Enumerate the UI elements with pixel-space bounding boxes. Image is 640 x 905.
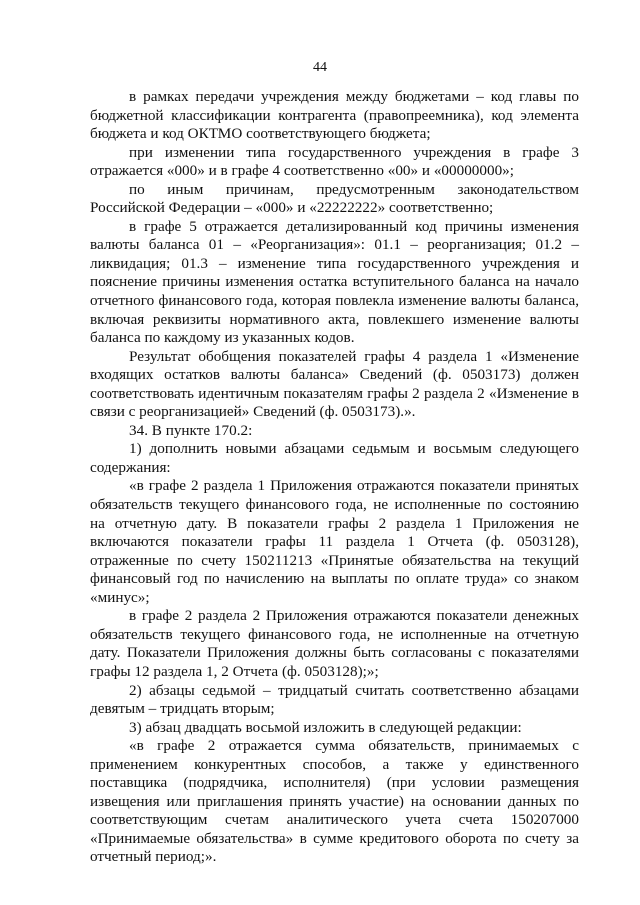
paragraph: при изменении типа государственного учреждения в графе 3 отражается «000» и в графе 4 соответственно «00» и «00000000»; (90, 143, 579, 180)
paragraph: в рамках передачи учреждения между бюджетами – код главы по бюджетной классификации контрагента (правопреемника), код элемента бюджета и код ОКТМО соответствующего бюджета; (90, 88, 579, 143)
paragraph: «в графе 2 раздела 1 Приложения отражаются показатели принятых обязательств текущего финансового года, не исполненные по состоянию на отчетную дату. В показатели графы 2 раздела 1 Приложения не включаются показатели графы 11 раздела 1 Отчета (ф. 0503128), отраженные по счету 150211213 «Принятые обязательства на текущий финансовый год по начислению на выплаты по оплате труда» со знаком «минус»; (90, 477, 579, 606)
paragraph: по иным причинам, предусмотренным законодательством Российской Федерации – «000» и «22222222» соответственно; (90, 180, 579, 217)
paragraph: в графе 2 раздела 2 Приложения отражаются показатели денежных обязательств текущего финансового года, не исполненные на отчетную дату. Показатели Приложения должны быть согласованы с показателями графы 12 раздела 1, 2 Отчета (ф. 0503128);»; (90, 607, 579, 680)
page-number: 44 (313, 60, 327, 75)
paragraph: 2) абзацы седьмой – тридцатый считать соответственно абзацами девятым – тридцать вторым; (90, 681, 579, 718)
paragraph: 1) дополнить новыми абзацами седьмым и восьмым следующего содержания: (90, 440, 579, 476)
paragraph: Результат обобщения показателей графы 4 раздела 1 «Изменение входящих остатков валюты баланса» Сведений (ф. 0503173) должен соответствовать идентичным показателям графы 2 раздела 2 «Изменение в связи с реорганизацией» Сведений (ф. 0503173).». (90, 347, 579, 421)
document-body (90, 88, 579, 867)
paragraph: «в графе 2 отражается сумма обязательств, принимаемых с применением конкурентных способов, а также у единственного поставщика (подрядчика, исполнителя) (при условии размещения извещения или приглашения принять участие) на основании данных по соответствующим счетам аналитического учета счета 150207000 «Принимаемые обязательства» в сумме кредитового оборота по счету за отчетный период;». (90, 737, 579, 866)
paragraph: в графе 5 отражается детализированный код причины изменения валюты баланса 01 – «Реорганизация»: 01.1 – реорганизация; 01.2 – ликвидация; 01.3 – изменение типа государственного учреждения и пояснение причины изменения остатка вступительного баланса на начало отчетного финансового года, которая повлекла изменение валюты баланса, включая реквизиты нормативного акта, повлекшего изменение валюты баланса по каждому из указанных кодов. (90, 217, 579, 347)
paragraph: 34. В пункте 170.2: (129, 421, 253, 439)
paragraph: 3) абзац двадцать восьмой изложить в следующей редакции: (129, 718, 522, 736)
